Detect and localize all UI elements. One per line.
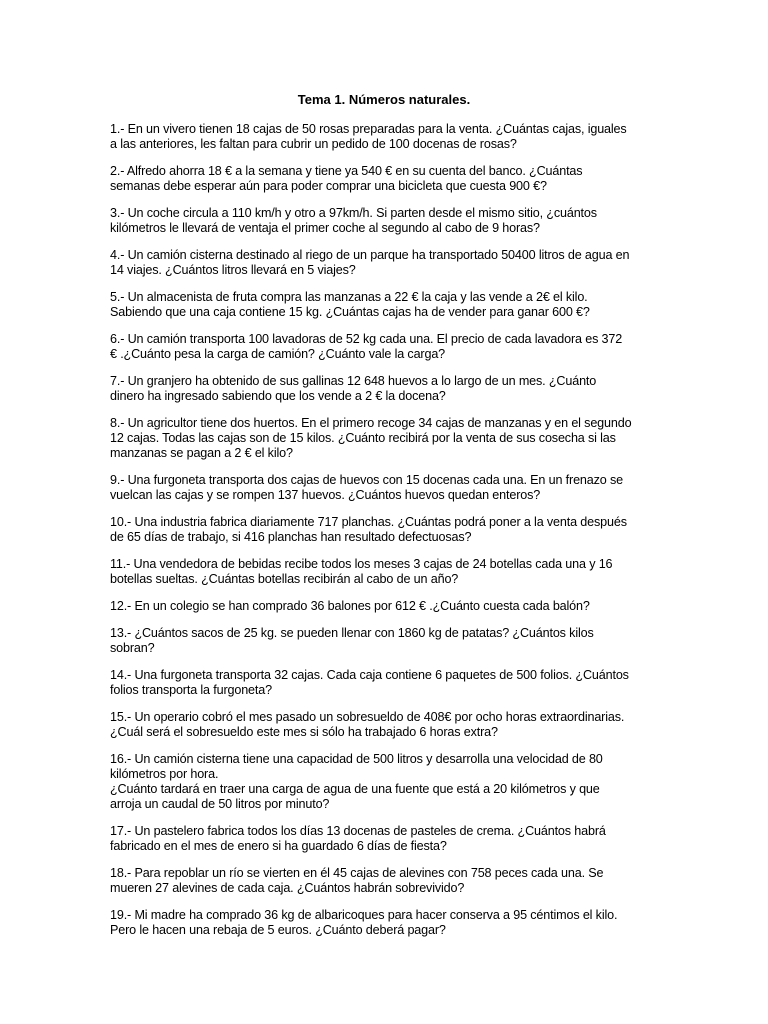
problem-text-line: 2.- Alfredo ahorra 18 € a la semana y tiene ya 540 € en su cuenta del banco. ¿Cuántas [110,164,583,178]
problem-text-line: 18.- Para repoblar un río se vierten en él 45 cajas de alevines con 758 peces cada una. Se [110,866,604,880]
problem-text-line: mueren 27 alevines de cada caja. ¿Cuántos habrán sobrevivido? [110,881,465,895]
problem-text-line: 14 viajes. ¿Cuántos litros llevará en 5 viajes? [110,263,356,277]
problem-item [110,332,665,362]
problem-item [110,908,665,938]
problem-text-line: 5.- Un almacenista de fruta compra las manzanas a 22 € la caja y las vende a 2€ el kilo. [110,290,588,304]
problem-item [110,515,665,545]
problem-item [110,626,665,656]
problem-text-line: kilómetros por hora. [110,767,219,781]
problem-text-line: dinero ha ingresado sabiendo que los vende a 2 € la docena? [110,389,446,403]
problem-text-line: vuelcan las cajas y se rompen 137 huevos. ¿Cuántos huevos quedan enteros? [110,488,541,502]
problem-item [110,374,665,404]
problem-item [110,824,665,854]
problem-text-line: 14.- Una furgoneta transporta 32 cajas. Cada caja contiene 6 paquetes de 500 folios. ¿Cuántos [110,668,629,682]
problem-text-line: 6.- Un camión transporta 100 lavadoras de 52 kg cada una. El precio de cada lavadora es 372 [110,332,623,346]
problem-text-line: folios transporta la furgoneta? [110,683,272,697]
problem-text-line: 12 cajas. Todas las cajas son de 15 kilos. ¿Cuánto recibirá por la venta de sus cosecha si las [110,431,616,445]
problem-text-line: 11.- Una vendedora de bebidas recibe todos los meses 3 cajas de 24 botellas cada una y 16 [110,557,613,571]
document-title: Tema 1. Números naturales. [297,92,471,107]
problem-text-line: 7.- Un granjero ha obtenido de sus gallinas 12 648 huevos a lo largo de un mes. ¿Cuánto [110,374,597,388]
problem-text-line: 3.- Un coche circula a 110 km/h y otro a 97km/h. Si parten desde el mismo sitio, ¿cuántos [110,206,597,220]
problem-text-line: manzanas se pagan a 2 € el kilo? [110,446,293,460]
problem-text-line: 15.- Un operario cobró el mes pasado un sobresueldo de 408€ por ocho horas extraordinarias. [110,710,625,724]
problem-text-line: 12.- En un colegio se han comprado 36 balones por 612 € .¿Cuánto cuesta cada balón? [110,599,590,613]
problem-text-line: semanas debe esperar aún para poder comprar una bicicleta que cuesta 900 €? [110,179,547,193]
problem-text-line: 1.- En un vivero tienen 18 cajas de 50 rosas preparadas para la venta. ¿Cuántas cajas, iguales [110,122,627,136]
problem-item [110,599,665,614]
problem-text-line: 19.- Mi madre ha comprado 36 kg de albaricoques para hacer conserva a 95 céntimos el kilo. [110,908,618,922]
problem-text-line: botellas sueltas. ¿Cuántas botellas recibirán al cabo de un año? [110,572,459,586]
problem-text-line: 13.- ¿Cuántos sacos de 25 kg. se pueden llenar con 1860 kg de patatas? ¿Cuántos kilos [110,626,594,640]
problem-text-line: 10.- Una industria fabrica diariamente 717 planchas. ¿Cuántas podrá poner a la venta después [110,515,627,529]
problem-text-line: € .¿Cuánto pesa la carga de camión? ¿Cuánto vale la carga? [110,347,446,361]
problem-text-line: kilómetros le llevará de ventaja el primer coche al segundo al cabo de 9 horas? [110,221,540,235]
problem-text-line: 16.- Un camión cisterna tiene una capacidad de 500 litros y desarrolla una velocidad de 80 [110,752,603,766]
problem-item [110,164,665,194]
problem-text-line: fabricado en el mes de enero si ha guardado 6 días de fiesta? [110,839,447,853]
problem-item [110,866,665,896]
problem-item [110,557,665,587]
problem-item [110,248,665,278]
problem-text-line: a las anteriores, les faltan para cubrir un pedido de 100 docenas de rosas? [110,137,517,151]
problem-text-line: de 65 días de trabajo, si 416 planchas han resultado defectuosas? [110,530,472,544]
problem-text-line: 4.- Un camión cisterna destinado al riego de un parque ha transportado 50400 litros de agua en [110,248,630,262]
problem-list [110,122,665,950]
problem-text-line: 9.- Una furgoneta transporta dos cajas de huevos con 15 docenas cada una. En un frenazo se [110,473,623,487]
problem-text-line: Pero le hacen una rebaja de 5 euros. ¿Cuánto deberá pagar? [110,923,446,937]
problem-item [110,668,665,698]
problem-text-line: ¿Cuánto tardará en traer una carga de agua de una fuente que está a 20 kilómetros y que [110,782,600,796]
problem-text-line: 8.- Un agricultor tiene dos huertos. En el primero recoge 34 cajas de manzanas y en el segundo [110,416,632,430]
problem-item [110,473,665,503]
problem-item [110,416,665,461]
problem-item [110,122,665,152]
problem-item [110,752,665,812]
problem-item [110,710,665,740]
problem-text-line: sobran? [110,641,155,655]
problem-text-line: 17.- Un pastelero fabrica todos los días 13 docenas de pasteles de crema. ¿Cuántos habrá [110,824,606,838]
problem-text-line: ¿Cuál será el sobresueldo este mes si sólo ha trabajado 6 horas extra? [110,725,498,739]
problem-text-line: Sabiendo que una caja contiene 15 kg. ¿Cuántas cajas ha de vender para ganar 600 €? [110,305,590,319]
problem-item [110,290,665,320]
problem-item [110,206,665,236]
problem-text-line: arroja un caudal de 50 litros por minuto? [110,797,330,811]
